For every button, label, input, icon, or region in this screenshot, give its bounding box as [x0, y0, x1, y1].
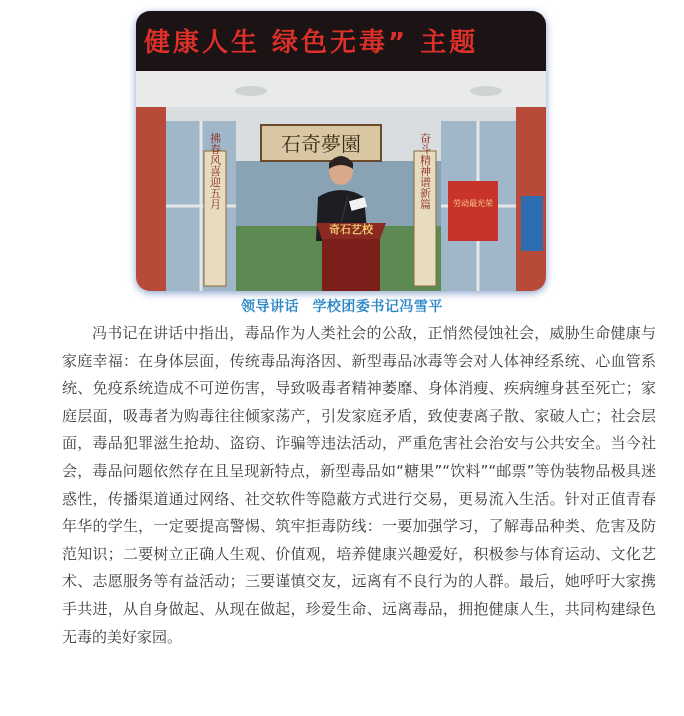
- podium-text: 奇石艺校: [329, 223, 373, 236]
- led-banner-text: 健康人生 绿色无毒” 主题: [144, 28, 479, 58]
- photo-caption: [0, 296, 684, 316]
- event-photo: [136, 11, 546, 291]
- article-paragraph: 冯书记在讲话中指出，毒品作为人类社会的公敌，正悄然侵蚀社会，威胁生命健康与家庭幸福：在身体层面，传统毒品海洛因、新型毒品冰毒等会对人体神经系统、心血管系统、免疫系统造成不可逆伤害，导致吸毒者精神萎靡、身体消瘦、疾病缠身甚至死亡；家庭层面，吸毒者为购毒往往倾家荡产，引发家庭矛盾，致使妻离子散、家破人亡；社会层面，毒品犯罪滋生抢劫、盗窃、诈骗等违法活动，严重危害社会治安与公共安全。当今社会，毒品问题依然存在且呈现新特点，新型毒品如“糖果”“饮料”“邮票”等伪装物品极具迷惑性，传播渠道通过网络、社交软件等隐蔽方式进行交易，更易流入生活。针对正值青春年华的学生，一定要提高警惕、筑牢拒毒防线：一要加强学习，了解毒品种类、危害及防范知识；二要树立正确人生观、价值观，培养健康兴趣爱好，积极参与体育运动、文化艺术、志愿服务等有益活动；三要谨慎交友，远离有不良行为的人群。最后，她呼吁大家携手共进，从自身做起、从现在做起，珍爱生命、远离毒品，拥抱健康人生，共同构建绿色无毒的美好家园。: [62, 324, 656, 646]
- caption-label: 领导讲话: [241, 299, 300, 315]
- caption-speaker: 学校团委书记冯雪平: [312, 299, 443, 315]
- poster: [448, 181, 498, 241]
- photo-illustration: [136, 11, 546, 291]
- plaque-text: 石奇夢園: [281, 132, 361, 156]
- couplet-right-text: 奋斗精神谱新篇: [418, 132, 432, 210]
- couplet-left-text: 拂春风喜迎五月: [208, 132, 222, 210]
- poster-text: 劳动最光荣: [453, 199, 493, 208]
- podium: [322, 239, 380, 291]
